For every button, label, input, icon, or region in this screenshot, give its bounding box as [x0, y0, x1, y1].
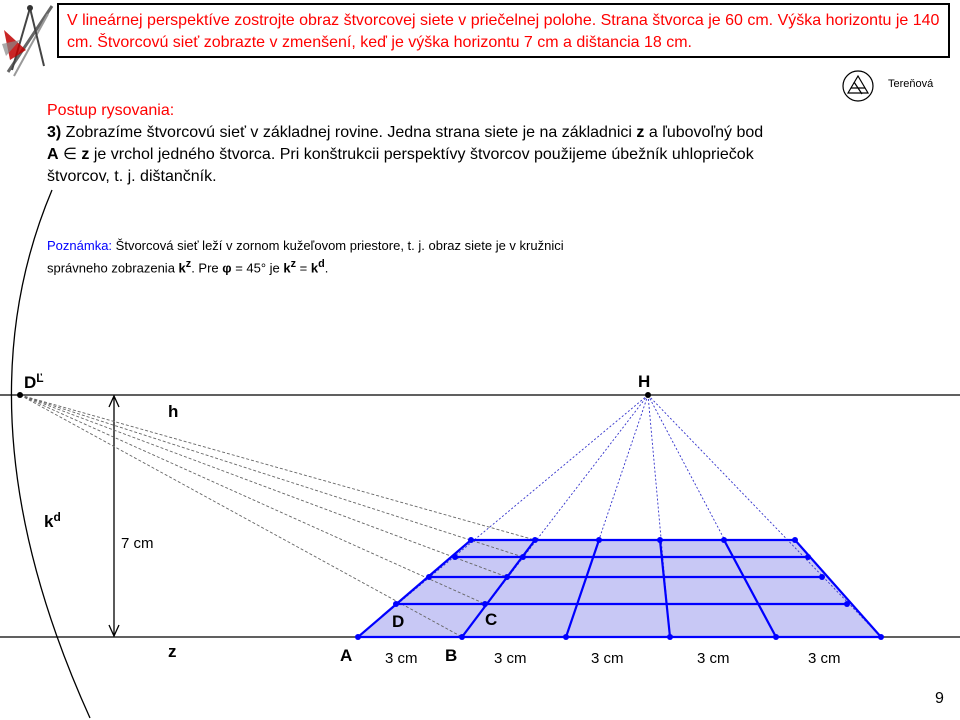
grid-fill	[358, 540, 881, 637]
dimension-label-2: 3 cm	[494, 650, 527, 667]
label-h-point: H	[638, 372, 651, 391]
dimension-label-1: 3 cm	[385, 650, 418, 667]
point-dl	[17, 392, 23, 398]
note-text: Poznámka: Štvorcová sieť leží v zornom kužeľovom priestore, t. j. obraz siete je v kružnici správneho zobrazenia $k^z$. Pre φ = 45° je $k^z = k^d$.	[47, 238, 564, 276]
point-h	[645, 392, 651, 398]
dimension-label-5: 3 cm	[808, 650, 841, 667]
label-height-7cm: 7 cm	[121, 535, 154, 552]
label-dl: $D^Ľ$	[24, 371, 44, 392]
circle-kd-arc	[11, 190, 90, 718]
procedure-step: 3) Zobrazíme štvorcovú sieť v základnej rovine. Jedna strana siete je na základnici z a ľubovoľný bod A ∈ z je vrchol jedného štvorca. Pri konštrukcii perspektívy štvorcov použijeme úbežník uhlopriečok štvorcov, t. j. dištančník.	[47, 124, 764, 185]
label-point-a: A	[340, 646, 353, 665]
label-kd: $k^d$	[44, 510, 61, 531]
author-name: Tereňová	[888, 78, 934, 90]
step-number: 3)	[47, 124, 62, 141]
label-horizon-h: h	[168, 402, 179, 421]
label-point-d: D	[392, 612, 405, 631]
procedure-heading: Postup rysovania:	[47, 102, 175, 119]
label-point-b: B	[445, 646, 458, 665]
dimension-label-4: 3 cm	[697, 650, 730, 667]
dimension-label-3: 3 cm	[591, 650, 624, 667]
label-point-c: C	[485, 610, 498, 629]
page-number: 9	[935, 690, 944, 707]
label-base-z: z	[168, 642, 177, 661]
note-label: Poznámka:	[47, 238, 113, 253]
task-title-text: V lineárnej perspektíve zostrojte obraz štvorcovej siete v priečelnej polohe. Strana štvorca je 60 cm. Výška horizontu je 140 cm. Štvorcovú sieť zobrazte v zmenšení, keď je výška horizontu 7 cm a dištancia 18 cm.	[67, 12, 940, 51]
